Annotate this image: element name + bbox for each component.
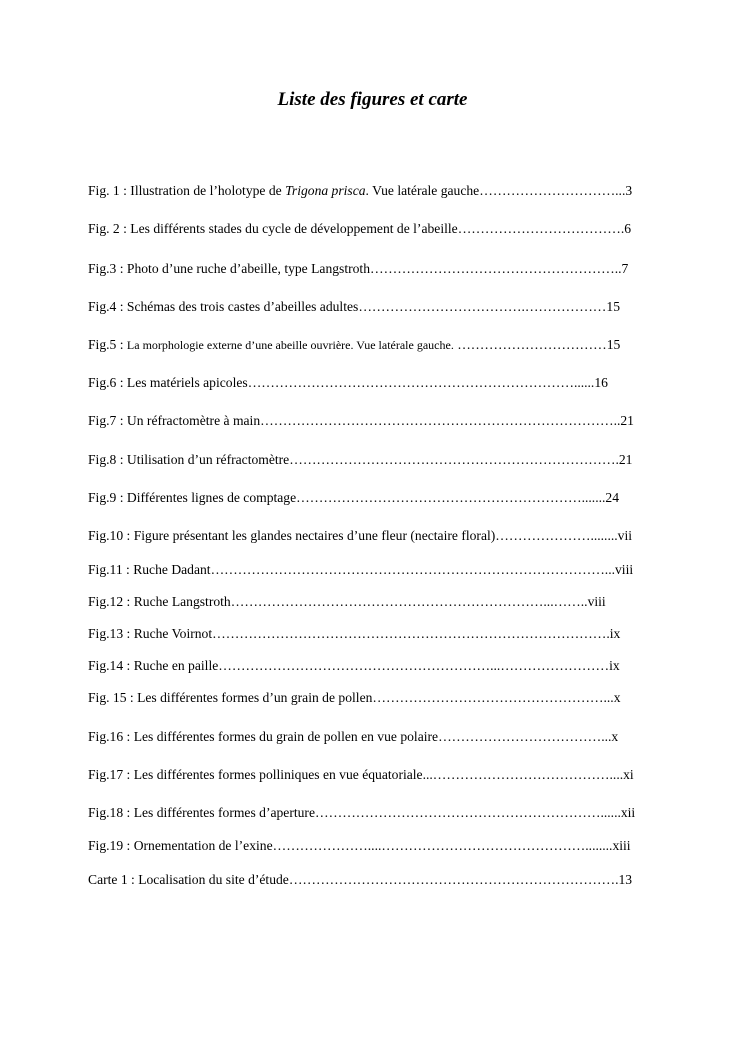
- entry-label: Fig.11 : Ruche Dadant: [88, 562, 211, 577]
- toc-entry-fig-18: [88, 804, 635, 822]
- dot-leader: ……………………………….: [457, 221, 625, 236]
- entry-label: Fig.6 : Les matériels apicoles: [88, 375, 248, 390]
- toc-entry-fig-10: [88, 527, 632, 545]
- page-number: 16: [594, 375, 608, 390]
- entry-label: Fig.17 : Les différentes formes polliniques en vue équatoriale...: [88, 767, 433, 782]
- page-number: 13: [618, 872, 633, 887]
- page-number: xii: [620, 805, 636, 820]
- entry-label: Fig.12 : Ruche Langstroth: [88, 594, 231, 609]
- entry-label: Carte 1 : Localisation du site d’étude: [88, 872, 289, 887]
- toc-entry-fig-1: [88, 182, 632, 200]
- entry-label: Fig.14 : Ruche en paille: [88, 658, 219, 673]
- dot-leader: ………………………………………………………......: [315, 805, 621, 820]
- entry-label: Fig. 2 : Les différents stades du cycle de développement de l’abeille: [88, 221, 458, 236]
- page-number: 3: [625, 183, 633, 198]
- dot-leader: …………………………………………………………………………….: [212, 626, 610, 641]
- toc-entry-fig-14: [88, 657, 620, 675]
- entry-label: Fig.9 : Différentes lignes de comptage: [88, 490, 297, 505]
- dot-leader: ………………………………………………..: [370, 261, 622, 276]
- dot-leader: ………………………………………………………………......: [247, 375, 595, 390]
- dot-leader: ……………………………………………………………….: [289, 452, 619, 467]
- toc-entry-fig-3: [88, 260, 628, 278]
- page-number: ix: [609, 626, 621, 641]
- entry-label: Fig.3 : Photo d’une ruche d’abeille, type Langstroth: [88, 261, 371, 276]
- page-number: 21: [618, 452, 633, 467]
- entry-label: Fig. 15 : Les différentes formes d’un grain de pollen: [88, 690, 373, 705]
- toc-entry-fig-12: [88, 593, 606, 611]
- page-number: vii: [617, 528, 632, 543]
- page-number: 6: [624, 221, 632, 236]
- toc-entry-fig-19: [88, 837, 631, 855]
- page-number: xiii: [612, 838, 631, 853]
- entry-label: Fig.8 : Utilisation d’un réfractomètre: [88, 452, 290, 467]
- entry-label: Fig.10 : Figure présentant les glandes nectaires d’une fleur (nectaire floral): [88, 528, 496, 543]
- toc-entry-fig-2: [88, 220, 631, 238]
- dot-leader: ……………………………………………...: [372, 690, 614, 705]
- toc-entry-fig-5: [88, 336, 620, 354]
- entry-label: Fig.18 : Les différentes formes d’aperture: [88, 805, 315, 820]
- entry-label: Fig.7 : Un réfractomètre à main: [88, 413, 261, 428]
- toc-entry-fig-4: [88, 298, 620, 316]
- dot-leader: ……………………………: [453, 337, 607, 352]
- entry-label-suffix: . Vue latérale gauche: [365, 183, 480, 198]
- dot-leader: …………………....………………………………………........: [272, 838, 613, 853]
- dot-leader: …………………………...: [479, 183, 626, 198]
- page-title: Liste des figures et carte: [277, 89, 468, 110]
- entry-label: Fig.19 : Ornementation de l’exine: [88, 838, 273, 853]
- entry-label-italic: Trigona prisca: [285, 183, 366, 198]
- page-number: 15: [606, 299, 620, 314]
- toc-entry-fig-17: [88, 766, 634, 784]
- page-number: x: [613, 690, 621, 705]
- dot-leader: …………………………………....: [432, 767, 624, 782]
- dot-leader: ……………………………….………………: [358, 299, 607, 314]
- page-number: x: [611, 729, 619, 744]
- toc-entry-fig-15: [88, 689, 621, 707]
- entry-label-small: La morphologie externe d’une abeille ouvrière. Vue latérale gauche.: [126, 338, 454, 352]
- page-number: ix: [609, 658, 620, 673]
- toc-entry-fig-11: [88, 561, 633, 579]
- page-number: viii: [587, 594, 606, 609]
- dot-leader: ……………………………………………………………...……..: [230, 594, 588, 609]
- toc-entry-fig-16: [88, 728, 618, 746]
- page-number: 7: [621, 261, 629, 276]
- toc-entry-fig-8: [88, 451, 632, 469]
- entry-label: Fig.5 :: [88, 337, 127, 352]
- entry-label: Fig.4 : Schémas des trois castes d’abeilles adultes: [88, 299, 359, 314]
- page-number: 15: [606, 337, 621, 352]
- dot-leader: …………………........: [495, 528, 618, 543]
- toc-entry-fig-9: [88, 489, 619, 507]
- toc-entry-fig-7: [88, 412, 634, 430]
- dot-leader: ……………………………………………………...……………………: [218, 658, 610, 673]
- toc-entry-fig-13: [88, 625, 620, 643]
- toc-entry-fig-6: [88, 374, 608, 392]
- dot-leader: ……………………………………………………………….: [288, 872, 619, 887]
- dot-leader: ………………………………...: [438, 729, 612, 744]
- toc-entry-carte-1: [88, 871, 632, 889]
- page-number: xi: [623, 767, 634, 782]
- entry-label: Fig.13 : Ruche Voirnot: [88, 626, 213, 641]
- page-number: 21: [620, 413, 634, 428]
- entry-label: Fig. 1 : Illustration de l’holotype de: [88, 183, 286, 198]
- dot-leader: ……………………………………………………………………..: [260, 413, 621, 428]
- dot-leader: ……………………………………………………….......: [296, 490, 606, 505]
- page-number: 24: [605, 490, 619, 505]
- entry-label: Fig.16 : Les différentes formes du grain de pollen en vue polaire: [88, 729, 439, 744]
- page-number: viii: [615, 562, 634, 577]
- dot-leader: ……………………………………………………………………………...: [210, 562, 615, 577]
